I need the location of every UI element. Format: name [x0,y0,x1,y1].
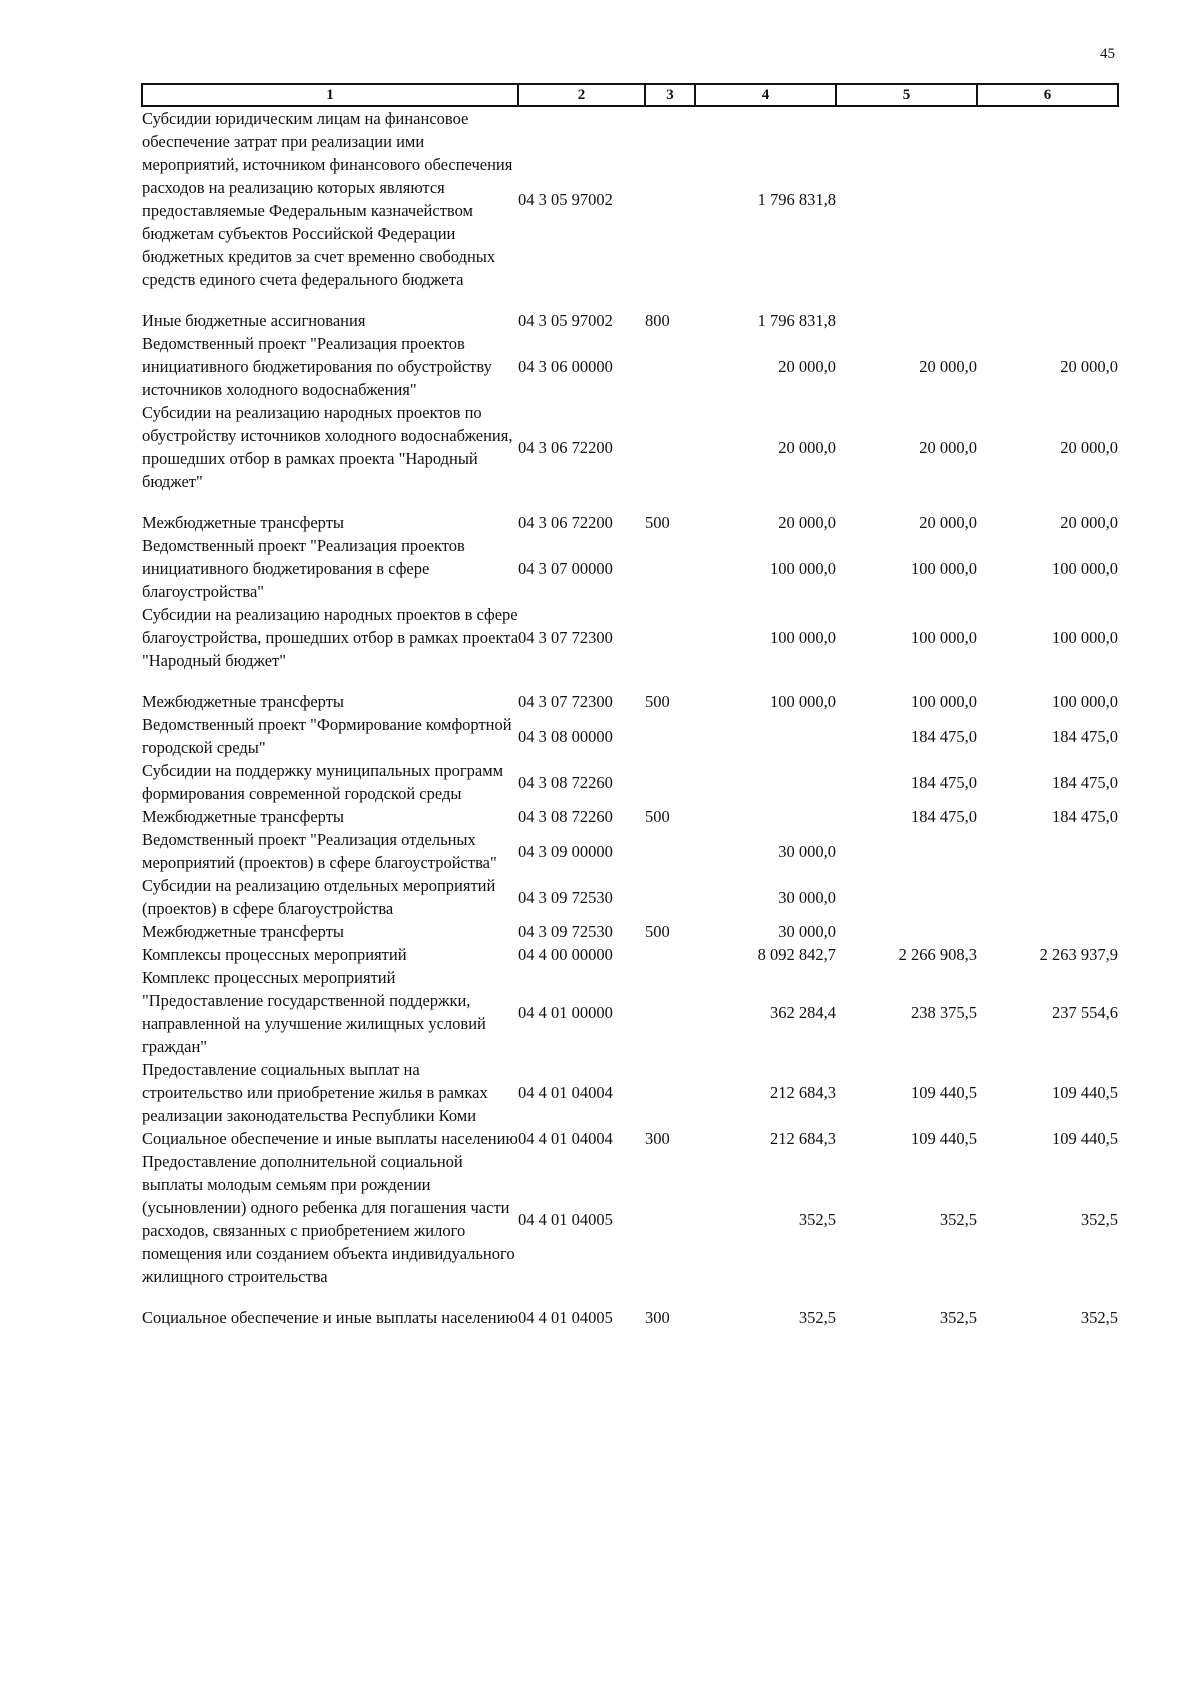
row-code: 04 4 00 00000 [518,945,613,964]
row-value-col6: 184 475,0 [1052,726,1118,746]
row-name: Ведомственный проект "Реализация проектов инициативного бюджетирования по обустройству источников холодного водоснабжения" [142,334,492,399]
row-spacer [142,672,1118,690]
table-row [142,332,1118,401]
row-code: 04 3 09 00000 [518,841,613,861]
row-name: Субсидии на реализацию народных проектов по обустройству источников холодного водоснабжения, прошедших отбор в рамках проекта "Народный бюджет" [142,403,513,491]
row-value-col4: 1 796 831,8 [757,311,836,330]
table-row [142,805,1118,828]
budget-table [141,83,1119,1329]
row-expense-type [645,966,695,1058]
row-expense-type [645,1058,695,1127]
row-value-col5: 184 475,0 [911,807,977,826]
table-row [142,1127,1118,1150]
row-expense-type [645,603,695,672]
row-code: 04 3 07 72300 [518,628,613,647]
row-value-col4: 20 000,0 [778,513,836,532]
row-value-col4: 100 000,0 [770,692,836,711]
row-name: Социальное обеспечение и иные выплаты населению [142,1129,518,1148]
row-value-col4 [695,805,836,828]
table-row [142,534,1118,603]
row-code: 04 3 07 72300 [518,692,613,711]
row-value-col4 [695,713,836,759]
row-expense-type [645,874,695,920]
row-expense-type: 500 [645,922,670,941]
row-value-col4: 352,5 [798,1209,836,1229]
row-value-col4: 100 000,0 [770,628,836,647]
row-value-col4: 212 684,3 [770,1129,836,1148]
row-value-col6: 184 475,0 [1052,772,1118,792]
row-expense-type: 800 [645,311,670,330]
table-row [142,690,1118,713]
row-name: Межбюджетные трансферты [142,807,345,826]
row-expense-type [645,713,695,759]
table-row [142,828,1118,874]
row-code: 04 3 05 97002 [518,189,613,209]
row-value-col5: 2 266 908,3 [898,945,977,964]
row-code: 04 4 01 04004 [518,1083,613,1102]
row-name: Ведомственный проект "Формирование комфортной городской среды" [142,715,512,757]
row-value-col4: 8 092 842,7 [757,945,836,964]
row-code: 04 4 01 00000 [518,1002,613,1022]
column-header: 1 [142,84,518,106]
row-name: Предоставление дополнительной социальной выплаты молодым семьям при рождении (усыновлении) одного ребенка для погашения части расходов, связанных с приобретением жилого помещения или созданием объекта индивидуального жилищного строительства [142,1152,515,1286]
row-name: Субсидии на реализацию народных проектов в сфере благоустройства, прошедших отбор в рамках проекта "Народный бюджет" [142,605,519,670]
row-value-col5 [836,309,977,332]
row-value-col6: 20 000,0 [1060,357,1118,376]
row-value-col5: 109 440,5 [911,1129,977,1148]
row-code: 04 3 05 97002 [518,311,613,330]
row-value-col4: 100 000,0 [770,559,836,578]
row-name: Межбюджетные трансферты [142,922,345,941]
row-value-col6: 352,5 [1080,1209,1118,1229]
row-value-col4: 20 000,0 [778,437,836,457]
row-value-col4 [695,759,836,805]
row-value-col6: 2 263 937,9 [1039,945,1118,964]
row-expense-type: 300 [645,1308,670,1327]
row-value-col5: 100 000,0 [911,559,977,578]
row-expense-type: 300 [645,1129,670,1148]
row-value-col5 [836,828,977,874]
row-value-col6: 352,5 [1080,1308,1118,1327]
row-name: Предоставление социальных выплат на строительство или приобретение жилья в рамках реализации законодательства Республики Коми [142,1060,488,1125]
row-value-col5: 184 475,0 [911,772,977,792]
row-value-col4: 30 000,0 [778,887,836,907]
column-header: 2 [518,84,645,106]
row-value-col6 [977,828,1118,874]
row-spacer [142,1288,1118,1306]
row-value-col5 [836,874,977,920]
row-value-col6: 109 440,5 [1052,1129,1118,1148]
row-value-col6: 100 000,0 [1052,559,1118,578]
row-value-col4: 212 684,3 [770,1083,836,1102]
table-row [142,1306,1118,1329]
table-row [142,401,1118,493]
row-code: 04 3 09 72530 [518,922,613,941]
row-expense-type [645,401,695,493]
table-row [142,874,1118,920]
row-value-col6: 100 000,0 [1052,692,1118,711]
spacer-cell [142,672,1118,690]
row-value-col5: 352,5 [939,1308,977,1327]
row-expense-type: 500 [645,807,670,826]
row-value-col5 [836,920,977,943]
row-value-col5: 352,5 [939,1209,977,1229]
table-row [142,1150,1118,1288]
row-value-col6: 109 440,5 [1052,1083,1118,1102]
row-expense-type [645,759,695,805]
row-code: 04 3 08 72260 [518,807,613,826]
row-value-col5: 20 000,0 [919,513,977,532]
row-expense-type: 500 [645,513,670,532]
table-row [142,511,1118,534]
row-value-col6: 237 554,6 [1052,1002,1118,1022]
table-row [142,966,1118,1058]
row-name: Комплексы процессных мероприятий [142,945,407,964]
row-value-col6: 20 000,0 [1060,437,1118,457]
row-code: 04 3 06 72200 [518,437,613,457]
row-code: 04 3 09 72530 [518,887,613,907]
row-code: 04 4 01 04005 [518,1308,613,1327]
row-name: Межбюджетные трансферты [142,692,345,711]
row-name: Иные бюджетные ассигнования [142,311,366,330]
column-header: 3 [645,84,695,106]
row-value-col6 [977,874,1118,920]
row-spacer [142,291,1118,309]
row-code: 04 3 08 00000 [518,726,613,746]
row-name: Субсидии на поддержку муниципальных программ формирования современной городской среды [142,761,504,803]
row-name: Социальное обеспечение и иные выплаты населению [142,1308,518,1327]
row-value-col5: 238 375,5 [911,1002,977,1022]
row-code: 04 3 08 72260 [518,772,613,792]
row-value-col4: 30 000,0 [778,841,836,861]
row-value-col4: 352,5 [798,1308,836,1327]
column-header: 4 [695,84,836,106]
row-value-col6 [977,920,1118,943]
row-value-col4: 30 000,0 [778,922,836,941]
row-code: 04 3 06 72200 [518,513,613,532]
table-row [142,106,1118,291]
row-value-col5 [836,106,977,291]
table-row [142,759,1118,805]
row-value-col6: 100 000,0 [1052,628,1118,647]
table-row [142,920,1118,943]
row-name: Субсидии юридическим лицам на финансовое обеспечение затрат при реализации ими мероприятий, источником финансового обеспечения расходов на реализацию которых являются предоставляемые Федеральным казначейством бюджетам субъектов Российской Федерации бюджетных кредитов за счет временно свободных средств единого счета федерального бюджета [142,109,513,289]
row-expense-type [645,106,695,291]
row-value-col6: 20 000,0 [1060,513,1118,532]
row-expense-type [645,1150,695,1288]
column-header: 5 [836,84,977,106]
header-row [142,84,1118,106]
row-name: Ведомственный проект "Реализация проектов инициативного бюджетирования в сфере благоустройства" [142,536,465,601]
row-value-col4: 1 796 831,8 [757,189,836,209]
row-value-col4: 362 284,4 [770,1002,836,1022]
row-expense-type [645,534,695,603]
row-expense-type: 500 [645,692,670,711]
row-value-col4: 20 000,0 [778,357,836,376]
row-value-col5: 100 000,0 [911,692,977,711]
row-code: 04 4 01 04004 [518,1129,613,1148]
table-body [142,106,1118,1329]
row-code: 04 3 07 00000 [518,559,613,578]
table-row [142,1058,1118,1127]
row-code: 04 3 06 00000 [518,357,613,376]
row-code: 04 4 01 04005 [518,1209,613,1229]
page-number: 45 [1100,46,1115,62]
row-value-col5: 20 000,0 [919,357,977,376]
row-name: Субсидии на реализацию отдельных мероприятий (проектов) в сфере благоустройства [142,876,496,918]
table-row [142,309,1118,332]
row-name: Ведомственный проект "Реализация отдельных мероприятий (проектов) в сфере благоустройства" [142,830,497,872]
row-name: Межбюджетные трансферты [142,513,345,532]
row-spacer [142,493,1118,511]
row-value-col5: 100 000,0 [911,628,977,647]
row-expense-type [645,943,695,966]
table-row [142,713,1118,759]
row-value-col6 [977,106,1118,291]
table-row [142,943,1118,966]
spacer-cell [142,291,1118,309]
row-expense-type [645,828,695,874]
row-value-col5: 20 000,0 [919,437,977,457]
spacer-cell [142,493,1118,511]
column-header: 6 [977,84,1118,106]
row-value-col6 [977,309,1118,332]
row-value-col5: 109 440,5 [911,1083,977,1102]
spacer-cell [142,1288,1118,1306]
row-name: Комплекс процессных мероприятий "Предоставление государственной поддержки, направленной на улучшение жилищных условий граждан" [142,968,486,1056]
row-value-col5: 184 475,0 [911,726,977,746]
table-row [142,603,1118,672]
row-value-col6: 184 475,0 [1052,807,1118,826]
row-expense-type [645,332,695,401]
